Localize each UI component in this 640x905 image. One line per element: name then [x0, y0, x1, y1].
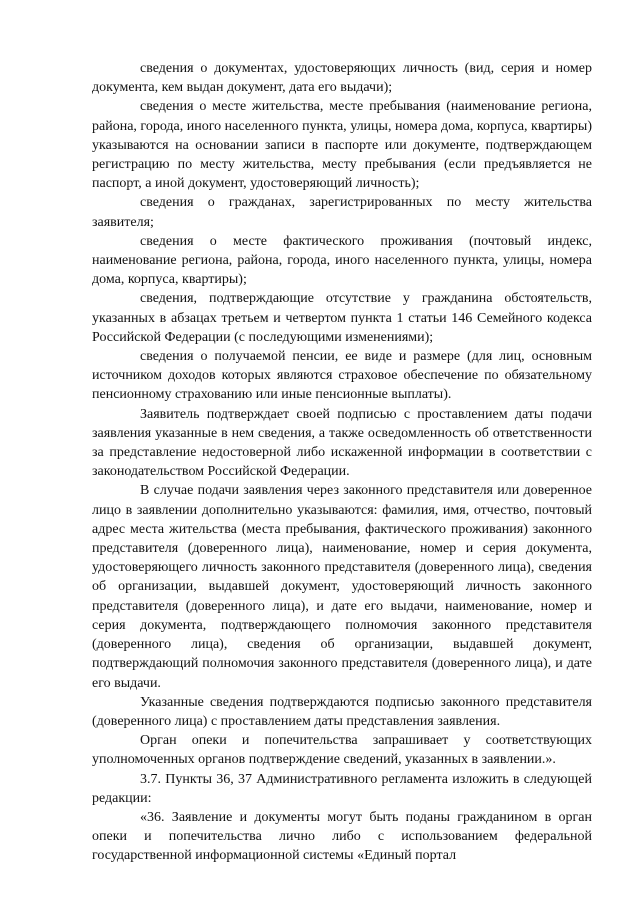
paragraph-applicant-confirmation: Заявитель подтверждает своей подписью с проставлением даты подачи заявления указанные в нем сведения, а также осведомленность об ответственности за представление недостоверной либо искаженной информации в соответствии с законодательством Российской Федерации.: [92, 406, 592, 480]
paragraph-item-36: «36. Заявление и документы могут быть поданы гражданином в орган опеки и попечительства лично либо с использованием федеральной государственной информационной системы «Единый портал: [92, 809, 592, 864]
paragraph-residence: сведения о месте жительства, месте пребывания (наименование региона, района, города, иного населенного пункта, улицы, номера дома, корпуса, квартиры) указываются на основании записи в паспорте или документе, подтверждающем регистрацию по месту жительства, месту пребывания (если предъявляется не паспорт, а иной документ, удостоверяющий личность);: [92, 99, 592, 192]
paragraph-actual-residence: сведения о месте фактического проживания (почтовый индекс, наименование региона, района, города, иного населенного пункта, улицы, номера дома, корпуса, квартиры);: [92, 233, 592, 288]
paragraph-representative-signature: Указанные сведения подтверждаются подписью законного представителя (доверенного лица) с проставлением даты представления заявления.: [92, 694, 592, 729]
document-page: [92, 59, 592, 866]
paragraph-section-3-7: 3.7. Пункты 36, 37 Административного регламента изложить в следующей редакции:: [92, 771, 592, 806]
paragraph-pension: сведения о получаемой пенсии, ее виде и размере (для лиц, основным источником доходов которых являются страховое обеспечение по обязательному пенсионному страхованию или иные пенсионные выплаты).: [92, 349, 592, 403]
paragraph-identity-documents: сведения о документах, удостоверяющих личность (вид, серия и номер документа, кем выдан документ, дата его выдачи);: [92, 61, 592, 96]
paragraph-circumstances: сведения, подтверждающие отсутствие у гражданина обстоятельств, указанных в абзацах третьем и четвертом пункта 1 статьи 146 Семейного кодекса Российской Федерации (с последующими изменениями);: [92, 291, 592, 345]
paragraph-guardianship-request: Орган опеки и попечительства запрашивает у соответствующих уполномоченных органов подтверждение сведений, указанных в заявлении.».: [92, 733, 592, 768]
paragraph-representative: В случае подачи заявления через законного представителя или доверенное лицо в заявлении дополнительно указываются: фамилия, имя, отчество, почтовый адрес места жительства (места пребывания, фактического проживания) законного представителя (доверенного лица), наименование, номер и серия документа, удостоверяющего личность законного представителя (доверенного лица), сведения об организации, выдавшей документ, удостоверяющий личность законного представителя (доверенного лица), и дате его выдачи, наименование, номер и серия документа, подтверждающего полномочия законного представителя (доверенного лица), сведения об организации, выдавшей документ, подтверждающий полномочия законного представителя (доверенного лица), и дате его выдачи.: [92, 483, 592, 691]
paragraph-registered-citizens: сведения о гражданах, зарегистрированных по месту жительства заявителя;: [92, 195, 592, 230]
